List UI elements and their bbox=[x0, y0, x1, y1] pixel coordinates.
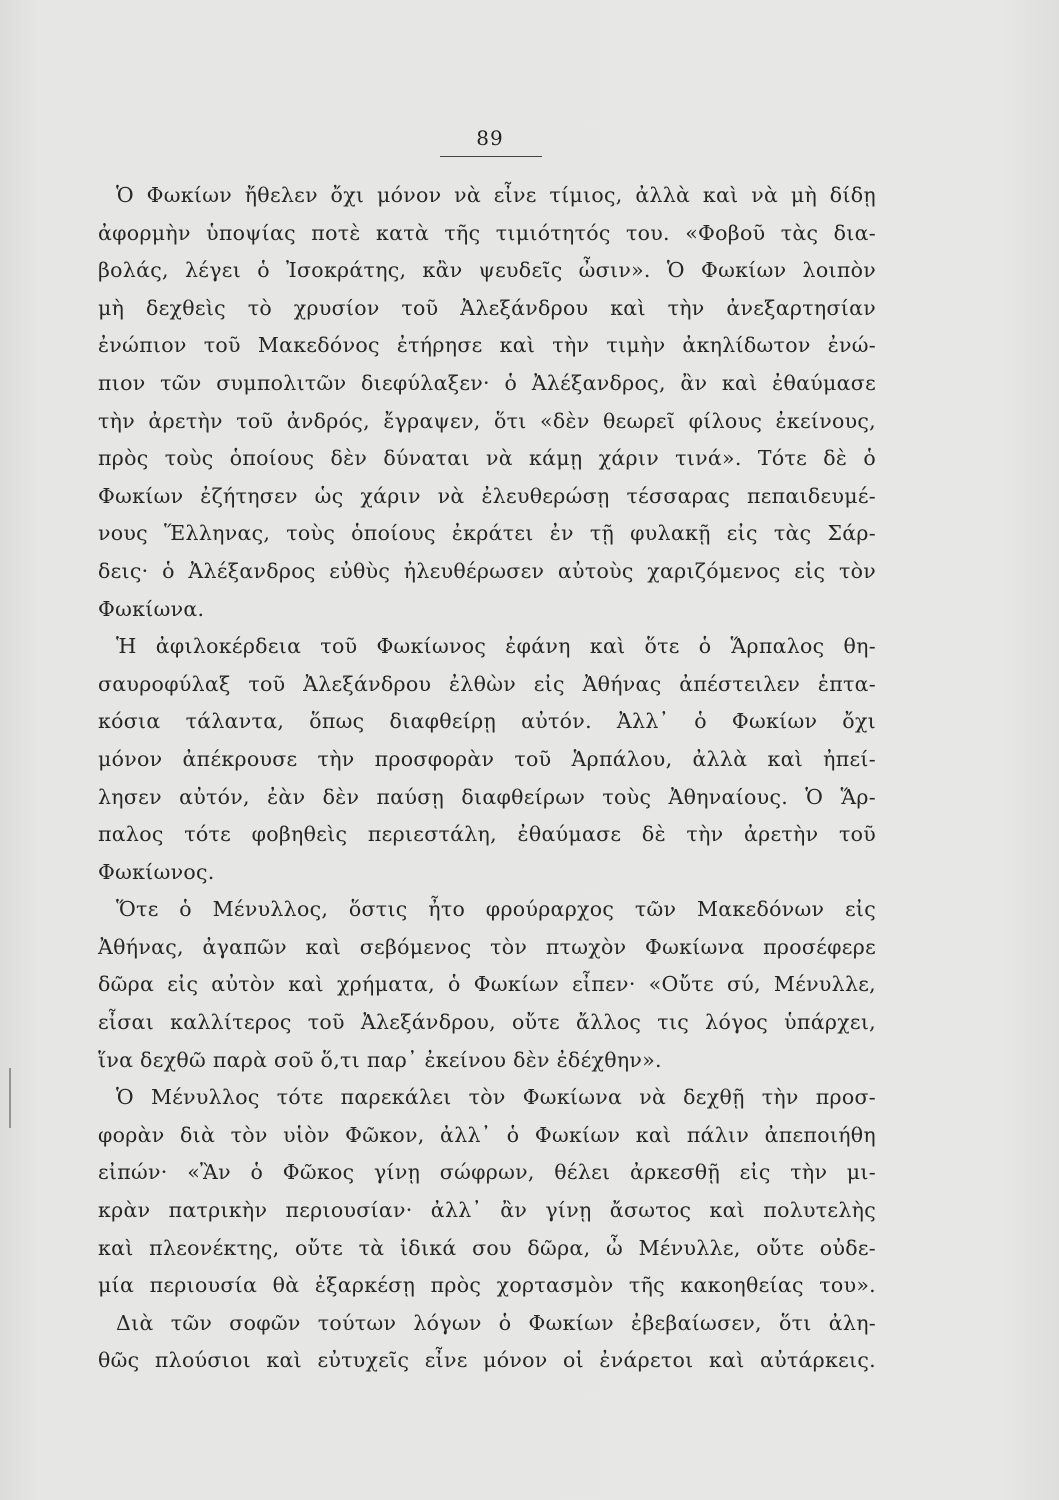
text-line: ἀφορμὴν ὑποψίας ποτὲ κατὰ τῆς τιμιότητός του. «Φοβοῦ τὰς δια- bbox=[98, 220, 876, 245]
text-line: Ἀθήνας, ἀγαπῶν καὶ σεβόμενος τὸν πτωχὸν Φωκίωνα προσέφερε bbox=[98, 934, 876, 959]
text-line: Ὁ Φωκίων ἤθελεν ὄχι μόνον νὰ εἶνε τίμιος, ἀλλὰ καὶ νὰ μὴ δίδῃ bbox=[116, 183, 876, 207]
page-number-rule bbox=[440, 156, 542, 157]
text-line: Φωκίωνα. bbox=[98, 596, 205, 621]
text-line: πιον τῶν συμπολιτῶν διεφύλαξεν· ὁ Ἀλέξανδρος, ἂν καὶ ἐθαύμασε bbox=[98, 370, 876, 395]
text-line: ἐνώπιον τοῦ Μακεδόνος ἐτήρησε καὶ τὴν τιμὴν ἀκηλίδωτον ἐνώ- bbox=[98, 333, 876, 358]
text-line: θῶς πλούσιοι καὶ εὐτυχεῖς εἶνε μόνον οἱ ἐνάρετοι καὶ αὐτάρκεις. bbox=[98, 1348, 876, 1373]
text-line: Ἡ ἀφιλοκέρδεια τοῦ Φωκίωνος ἐφάνη καὶ ὅτε ὁ Ἅρπαλος θη- bbox=[116, 634, 876, 659]
text-line: μόνον ἀπέκρουσε τὴν προσφορὰν τοῦ Ἁρπάλου, ἀλλὰ καὶ ἠπεί- bbox=[98, 746, 876, 771]
text-line: μὴ δεχθεὶς τὸ χρυσίον τοῦ Ἀλεξάνδρου καὶ τὴν ἀνεξαρτησίαν bbox=[98, 295, 876, 320]
text-line: καὶ πλεονέκτης, οὔτε τὰ ἰδικά σου δῶρα, ὦ Μένυλλε, οὔτε οὐδε- bbox=[98, 1235, 876, 1260]
body-text bbox=[98, 177, 876, 1380]
text-line: Φωκίων ἐζήτησεν ὡς χάριν νὰ ἐλευθερώσῃ τέσσαρας πεπαιδευμέ- bbox=[98, 483, 876, 508]
text-line: εἶσαι καλλίτερος τοῦ Ἀλεξάνδρου, οὔτε ἄλλος τις λόγος ὑπάρχει, bbox=[98, 1010, 876, 1035]
text-line: δεις· ὁ Ἀλέξανδρος εὐθὺς ἠλευθέρωσεν αὐτοὺς χαριζόμενος εἰς τὸν bbox=[98, 558, 876, 583]
binding-mark bbox=[0, 1068, 11, 1128]
text-line: Διὰ τῶν σοφῶν τούτων λόγων ὁ Φωκίων ἐβεβαίωσεν, ὅτι ἀλη- bbox=[116, 1310, 876, 1335]
page-number: 89 bbox=[476, 126, 504, 150]
text-line: νους Ἕλληνας, τοὺς ὁποίους ἐκράτει ἐν τῇ φυλακῇ εἰς τὰς Σάρ- bbox=[98, 521, 876, 546]
text-line: ἵνα δεχθῶ παρὰ σοῦ ὅ,τι παρ᾽ ἐκείνου δὲν ἐδέχθην». bbox=[98, 1047, 662, 1072]
text-line: Ὅτε ὁ Μένυλλος, ὅστις ἦτο φρούραρχος τῶν Μακεδόνων εἰς bbox=[116, 897, 876, 922]
text-line: πρὸς τοὺς ὁποίους δὲν δύναται νὰ κάμῃ χάριν τινά». Τότε δὲ ὁ bbox=[98, 446, 876, 471]
text-line: λησεν αὐτόν, ἐὰν δὲν παύσῃ διαφθείρων τοὺς Ἀθηναίους. Ὁ Ἅρ- bbox=[98, 784, 876, 809]
text-line: τὴν ἀρετὴν τοῦ ἀνδρός, ἔγραψεν, ὅτι «δὲν θεωρεῖ φίλους ἐκείνους, bbox=[98, 408, 876, 433]
text-line: Ὁ Μένυλλος τότε παρεκάλει τὸν Φωκίωνα νὰ δεχθῇ τὴν προσ- bbox=[116, 1085, 876, 1110]
text-line: δῶρα εἰς αὐτὸν καὶ χρήματα, ὁ Φωκίων εἶπεν· «Οὔτε σύ, Μένυλλε, bbox=[98, 972, 876, 997]
text-line: σαυροφύλαξ τοῦ Ἀλεξάνδρου ἐλθὼν εἰς Ἀθήνας ἀπέστειλεν ἑπτα- bbox=[98, 671, 876, 696]
text-line: Φωκίωνος. bbox=[98, 859, 215, 884]
text-line: κόσια τάλαντα, ὅπως διαφθείρῃ αὐτόν. Ἀλλ᾽ ὁ Φωκίων ὄχι bbox=[98, 709, 876, 734]
text-line: κρὰν πατρικὴν περιουσίαν· ἀλλ᾽ ἂν γίνῃ ἄσωτος καὶ πολυτελὴς bbox=[98, 1198, 876, 1223]
text-line: βολάς, λέγει ὁ Ἰσοκράτης, κἂν ψευδεῖς ὦσιν». Ὁ Φωκίων λοιπὸν bbox=[98, 258, 876, 283]
text-line: φορὰν διὰ τὸν υἱὸν Φῶκον, ἀλλ᾽ ὁ Φωκίων καὶ πάλιν ἀπεποιήθη bbox=[98, 1122, 876, 1147]
text-line: παλος τότε φοβηθεὶς περιεστάλη, ἐθαύμασε δὲ τὴν ἀρετὴν τοῦ bbox=[98, 822, 876, 847]
text-line: εἰπών· «Ἂν ὁ Φῶκος γίνῃ σώφρων, θέλει ἀρκεσθῇ εἰς τὴν μι- bbox=[98, 1160, 876, 1185]
text-line: μία περιουσία θὰ ἐξαρκέσῃ πρὸς χορτασμὸν τῆς κακοηθείας του». bbox=[98, 1273, 876, 1298]
